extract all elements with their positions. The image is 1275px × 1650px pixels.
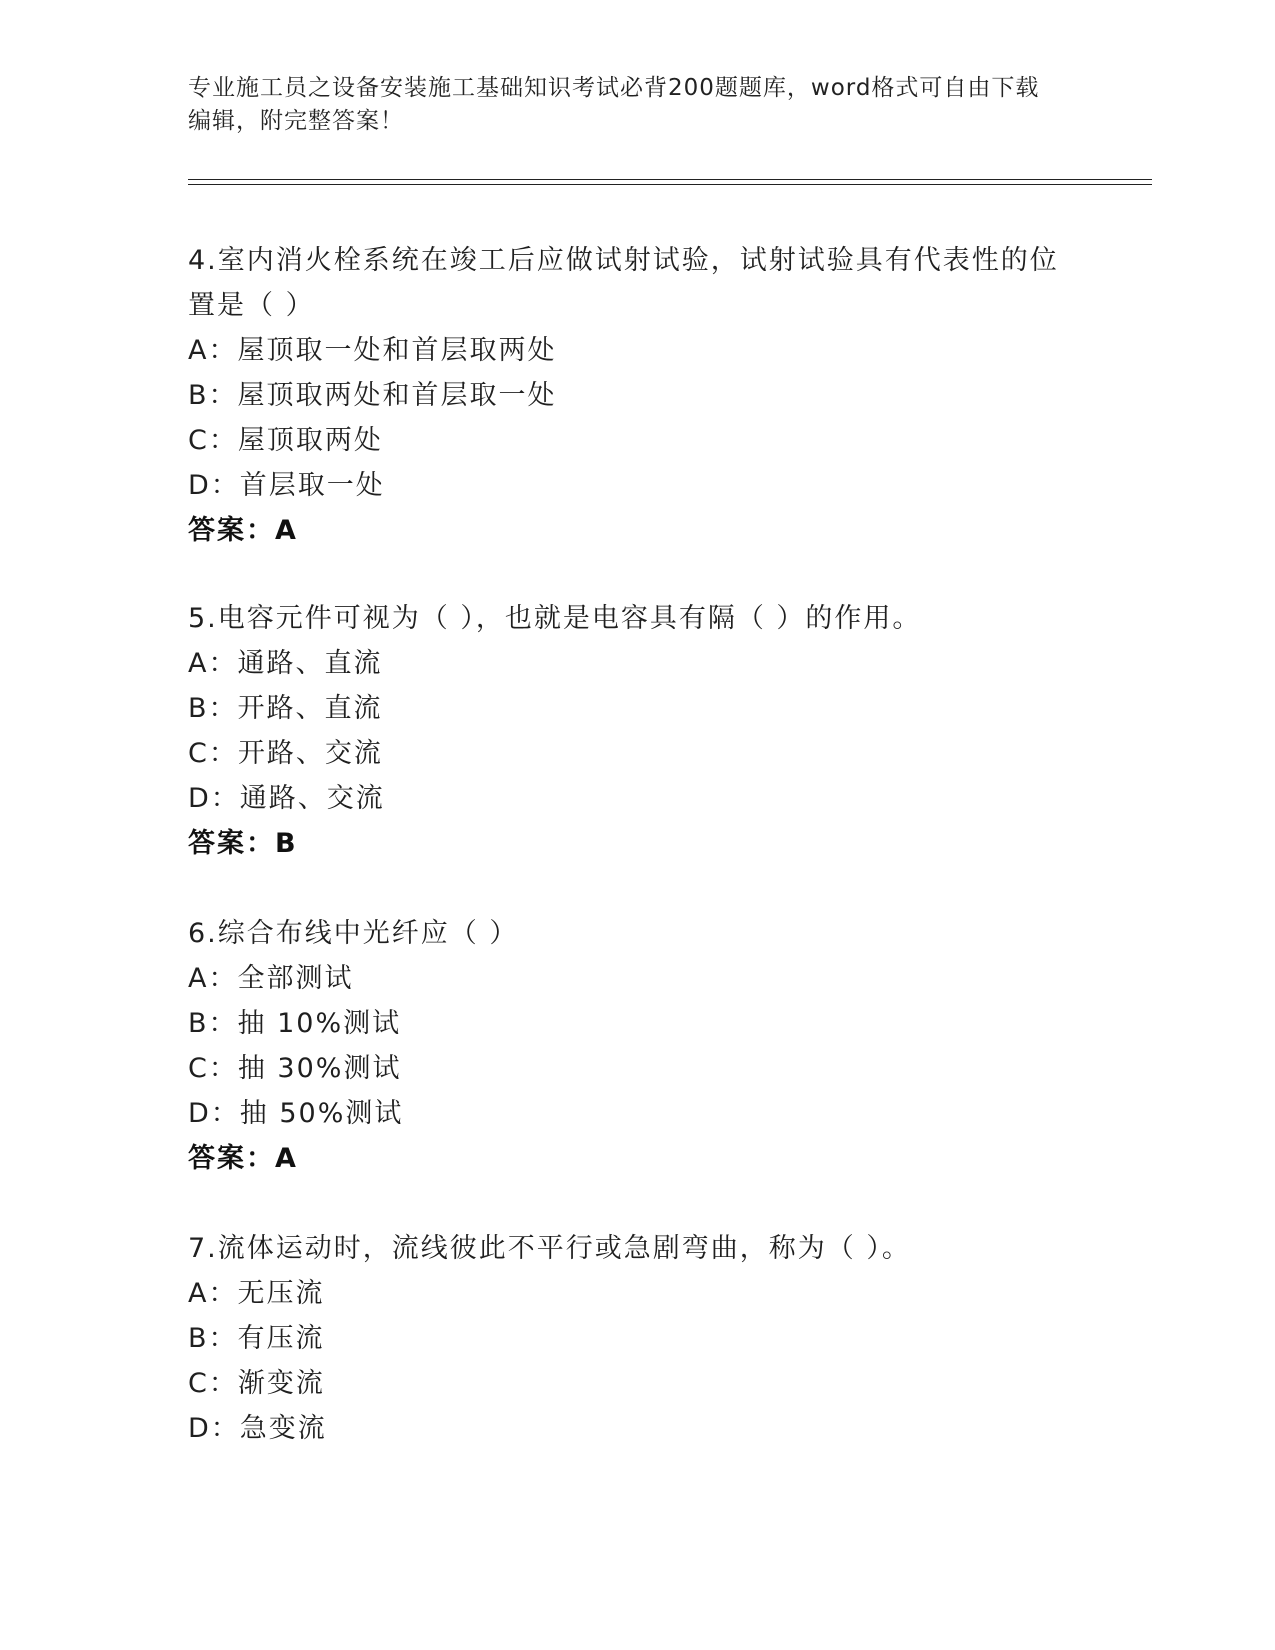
question-6-option-a: A：全部测试 xyxy=(188,963,354,994)
header-line-1: 专业施工员之设备安装施工基础知识考试必背200题题库，word格式可自由下载 xyxy=(188,75,1040,101)
question-6-option-d: D：抽 50%测试 xyxy=(188,1098,404,1129)
question-6-answer: 答案：A xyxy=(188,1143,298,1174)
question-5-stem-line-1: 5.电容元件可视为（ ），也就是电容具有隔（ ）的作用。 xyxy=(188,603,922,634)
question-4-answer: 答案：A xyxy=(188,515,298,546)
question-7-option-d: D：急变流 xyxy=(188,1413,327,1444)
question-4-option-a: A：屋顶取一处和首层取两处 xyxy=(188,335,557,366)
question-5-option-d: D：通路、交流 xyxy=(188,783,385,814)
question-5-option-c: C：开路、交流 xyxy=(188,738,383,769)
question-7-option-c: C：渐变流 xyxy=(188,1368,325,1399)
question-4-option-c: C：屋顶取两处 xyxy=(188,425,383,456)
question-6-option-b: B：抽 10%测试 xyxy=(188,1008,402,1039)
question-5-answer: 答案：B xyxy=(188,828,298,859)
question-4-option-d: D：首层取一处 xyxy=(188,470,385,501)
question-4-option-b: B：屋顶取两处和首层取一处 xyxy=(188,380,557,411)
question-4-stem-line-2: 置是（ ） xyxy=(188,290,315,321)
question-5-option-a: A：通路、直流 xyxy=(188,648,383,679)
question-7-stem-line-1: 7.流体运动时，流线彼此不平行或急剧弯曲，称为（ ）。 xyxy=(188,1233,911,1264)
question-5-option-b: B：开路、直流 xyxy=(188,693,383,724)
document-header xyxy=(188,72,1088,138)
header-divider-top xyxy=(188,179,1152,180)
header-line-2: 编辑，附完整答案！ xyxy=(188,108,404,134)
question-7-option-b: B：有压流 xyxy=(188,1323,325,1354)
question-6-option-c: C：抽 30%测试 xyxy=(188,1053,402,1084)
question-7-option-a: A：无压流 xyxy=(188,1278,325,1309)
question-6-stem-line-1: 6.综合布线中光纤应（ ） xyxy=(188,918,519,949)
header-divider-bottom xyxy=(188,184,1152,185)
question-4-stem-line-1: 4.室内消火栓系统在竣工后应做试射试验，试射试验具有代表性的位 xyxy=(188,245,1059,276)
